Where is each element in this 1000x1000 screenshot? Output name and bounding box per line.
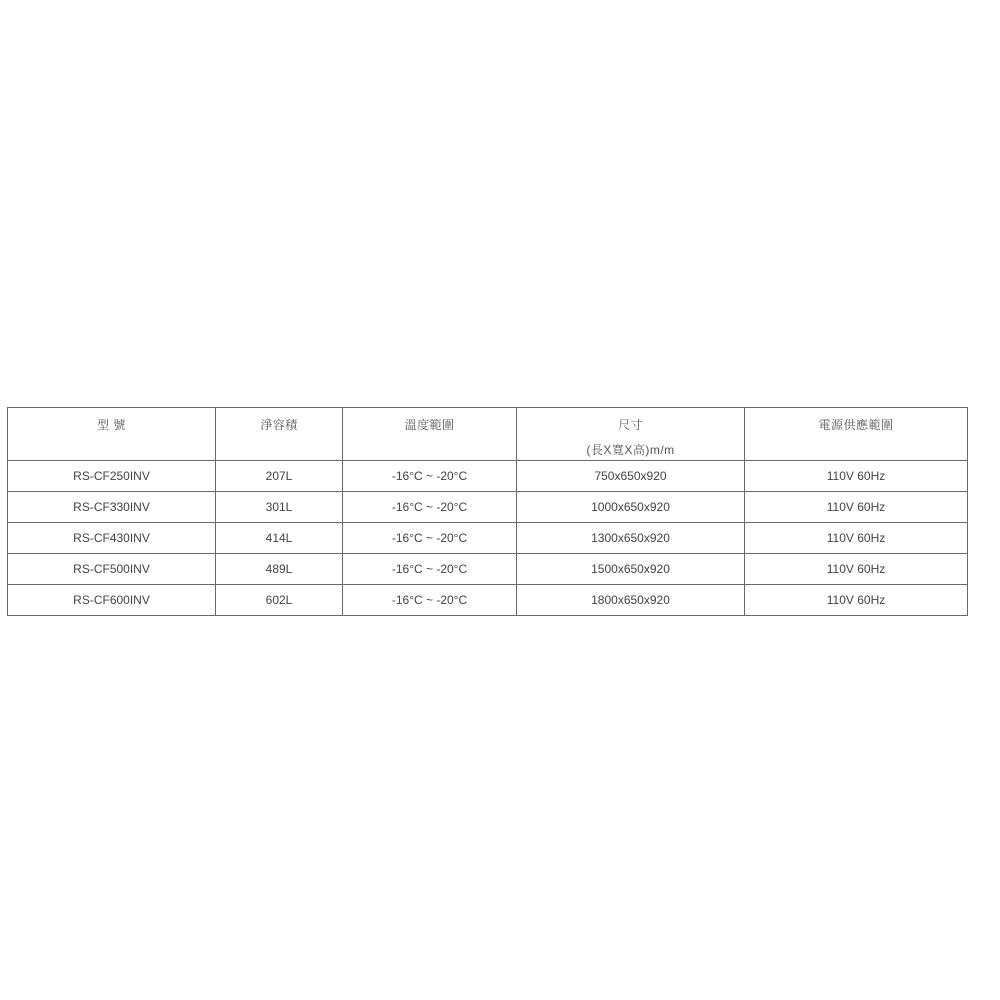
cell-temperature: -16°C ~ -20°C — [343, 523, 517, 554]
header-temperature — [343, 408, 517, 461]
header-dimensions — [517, 408, 745, 461]
spec-table-header — [8, 408, 968, 461]
cell-power: 110V 60Hz — [745, 554, 968, 585]
cell-model: RS-CF430INV — [8, 523, 216, 554]
header-power — [745, 408, 968, 461]
cell-capacity: 602L — [216, 585, 343, 616]
cell-dimensions: 750x650x920 — [517, 461, 745, 492]
header-power-label: 電源供應範圍 — [818, 418, 894, 432]
table-row — [8, 461, 968, 492]
cell-temperature: -16°C ~ -20°C — [343, 585, 517, 616]
cell-dimensions: 1000x650x920 — [517, 492, 745, 523]
cell-capacity: 207L — [216, 461, 343, 492]
cell-power: 110V 60Hz — [745, 585, 968, 616]
cell-power: 110V 60Hz — [745, 461, 968, 492]
cell-model: RS-CF250INV — [8, 461, 216, 492]
cell-capacity: 414L — [216, 523, 343, 554]
cell-dimensions: 1300x650x920 — [517, 523, 745, 554]
header-capacity — [216, 408, 343, 461]
cell-power: 110V 60Hz — [745, 492, 968, 523]
cell-temperature: -16°C ~ -20°C — [343, 554, 517, 585]
header-row — [8, 408, 968, 461]
cell-dimensions: 1800x650x920 — [517, 585, 745, 616]
cell-capacity: 489L — [216, 554, 343, 585]
cell-model: RS-CF500INV — [8, 554, 216, 585]
header-model — [8, 408, 216, 461]
cell-capacity: 301L — [216, 492, 343, 523]
spec-table-body — [8, 461, 968, 616]
table-row — [8, 554, 968, 585]
table-row — [8, 585, 968, 616]
table-row — [8, 523, 968, 554]
cell-dimensions: 1500x650x920 — [517, 554, 745, 585]
header-dimensions-label: 尺寸 — [617, 418, 643, 432]
cell-temperature: -16°C ~ -20°C — [343, 492, 517, 523]
header-temperature-label: 溫度範圍 — [404, 418, 455, 432]
header-capacity-label: 淨容積 — [260, 418, 298, 432]
header-dimensions-unit: (長X寬X高)m/m — [586, 443, 675, 457]
cell-model: RS-CF600INV — [8, 585, 216, 616]
cell-temperature: -16°C ~ -20°C — [343, 461, 517, 492]
header-model-label: 型 號 — [97, 418, 126, 432]
table-row — [8, 492, 968, 523]
cell-power: 110V 60Hz — [745, 523, 968, 554]
cell-model: RS-CF330INV — [8, 492, 216, 523]
spec-table — [7, 407, 968, 616]
